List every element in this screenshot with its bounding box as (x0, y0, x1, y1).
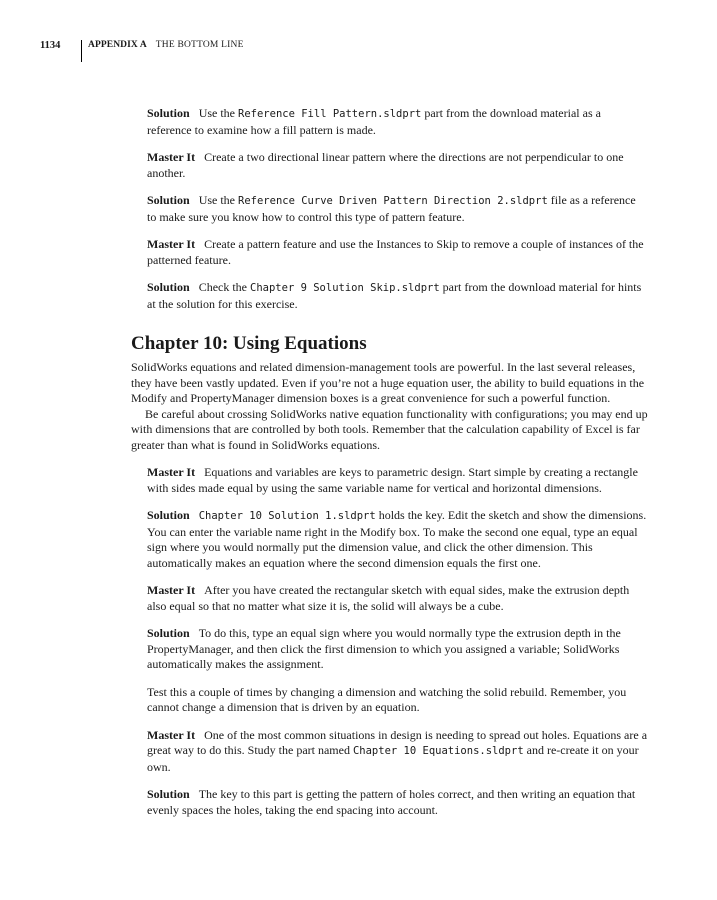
qa-master-it (147, 150, 647, 181)
master-it-label: Master It (147, 150, 196, 164)
qa-solution (147, 626, 647, 673)
header-divider (81, 40, 82, 62)
text: file as a reference to make sure you know how to control this type of pattern feature. (147, 193, 636, 224)
solution-label: Solution (147, 508, 190, 522)
running-header (40, 40, 244, 62)
solution-label: Solution (147, 626, 190, 640)
filename: Reference Curve Driven Pattern Direction 2.sldprt (238, 195, 548, 207)
solution-label: Solution (147, 106, 190, 120)
text: One of the most common situations in design is needing to spread out holes. Equations are a great way to do this. Study the part named (147, 727, 648, 757)
filename: Reference Fill Pattern.sldprt (238, 108, 422, 120)
header-title: THE BOTTOM LINE (155, 40, 244, 50)
qa-solution (147, 193, 647, 225)
page-content (131, 94, 651, 826)
text: holds the key. Edit the sketch and show the dimensions. You can enter the variable name right in the Modify box. To make the second one equal, type an equal sign where you would normally put the dimension value, and click the other dimension. This automatically makes an equation where the second dimension equals the first one. (147, 508, 647, 570)
solution-label: Solution (147, 280, 190, 294)
master-it-label: Master It (147, 465, 196, 479)
qa-solution (147, 787, 647, 818)
body-paragraph: SolidWorks equations and related dimension-management tools are powerful. In the last several releases, they have been vastly updated. Even if you’re not a huge equation user, the ability to build equations in the Modify and PropertyManager dimension boxes is a great convenience for such a powerful function. (131, 360, 645, 405)
text: Equations and variables are keys to parametric design. Start simple by creating a rectangle with sides made equal by using the same variable name for vertical and horizontal dimensions. (147, 465, 638, 495)
text: Create a two directional linear pattern where the directions are not perpendicular to one another. (147, 150, 624, 180)
appendix-label: APPENDIX A (88, 40, 147, 50)
body-paragraph: Be careful about crossing SolidWorks native equation functionality with configurations; you may end up with dimensions that are controlled by both tools. Remember that the calculation capability of Excel is far greater than what is found in SolidWorks equations. (131, 406, 648, 452)
filename: Chapter 9 Solution Skip.sldprt (250, 282, 440, 294)
text: Use the (198, 106, 239, 120)
text: To do this, type an equal sign where you would normally type the extrusion depth in the PropertyManager, and then click the first dimension to which you assigned a variable; SolidWorks automatically makes the assignment. (147, 626, 621, 671)
filename: Chapter 10 Solution 1.sldprt (198, 510, 376, 522)
text: part from the download material for hints at the solution for this exercise. (147, 280, 642, 311)
text: Use the (198, 193, 239, 207)
master-it-label: Master It (147, 583, 196, 597)
solution-label: Solution (147, 193, 190, 207)
qa-master-it (147, 237, 647, 268)
text: The key to this part is getting the pattern of holes correct, and then writing an equation that evenly spaces the holes, taking the end spacing into account. (147, 787, 636, 817)
qa-solution (147, 508, 647, 571)
master-it-label: Master It (147, 727, 196, 742)
solution-label: Solution (147, 787, 190, 801)
qa-solution (147, 106, 647, 138)
note-paragraph: Test this a couple of times by changing a dimension and watching the solid rebuild. Remember, you cannot change a dimension that is driven by an equation. (147, 684, 627, 714)
master-it-label: Master It (147, 237, 196, 251)
chapter-heading: Chapter 10: Using Equations (131, 333, 367, 354)
page-number: 1134 (40, 40, 61, 51)
text: After you have created the rectangular sketch with equal sides, make the extrusion depth also equal so that no matter what size it is, the solid will always be a cube. (147, 583, 630, 613)
text: Check the (198, 280, 251, 294)
text: and re-create it on your own. (147, 743, 639, 774)
qa-master-it (147, 583, 647, 614)
filename: Chapter 10 Equations.sldprt (352, 745, 524, 757)
qa-solution (147, 280, 647, 312)
qa-master-it (147, 728, 647, 776)
text: part from the download material as a reference to examine how a fill pattern is made. (147, 106, 601, 137)
qa-master-it (147, 465, 647, 496)
text: Create a pattern feature and use the Instances to Skip to remove a couple of instances of the patterned feature. (147, 237, 644, 267)
